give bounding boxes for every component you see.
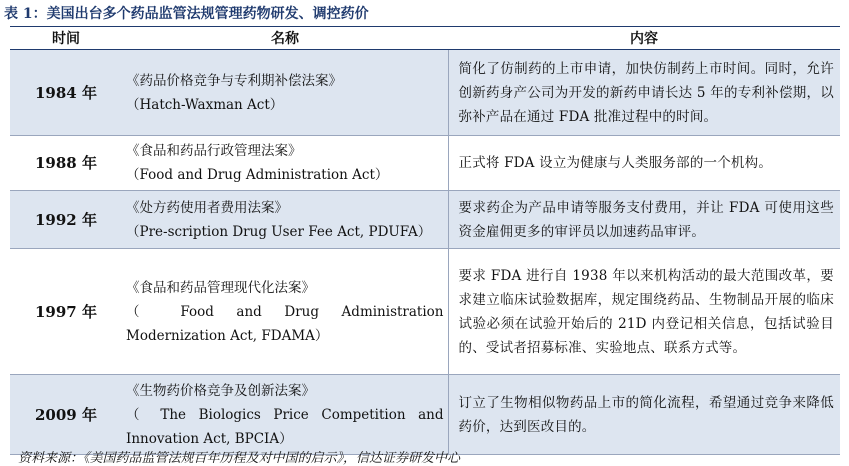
row-content: 简化了仿制药的上市申请，加快仿制药上市时间。同时，允许创新药身产公司为开发的新药申请长达 5 年的专利补偿期，以弥补产品在通过 FDA 批准过程中的时间。 (448, 50, 840, 136)
law-name-english: （Food and Drug Administration Act） (126, 167, 389, 183)
law-name-english: （Hatch-Waxman Act） (126, 96, 284, 113)
table-row (10, 136, 840, 191)
law-name-english: （ The Biologics Price Competition and (126, 406, 444, 423)
law-name-english: （ Food and Drug Administration (126, 303, 444, 320)
law-name-english: （Pre-scription Drug User Fee Act, PDUFA） (126, 223, 432, 240)
law-name-chinese: 《处方药使用者费用法案》 (126, 199, 288, 216)
row-law-name (122, 136, 448, 191)
table-header-row (10, 27, 840, 50)
row-year: 1984 年 (10, 50, 122, 136)
table-row (10, 191, 840, 249)
law-name-english-cont: Innovation Act, BPCIA） (126, 430, 293, 447)
header-name: 名称 (122, 27, 448, 50)
row-law-name (122, 249, 448, 375)
row-year: 1997 年 (10, 249, 122, 375)
header-time: 时间 (10, 27, 122, 50)
law-name-chinese: 《药品价格竞争与专利期补偿法案》 (126, 72, 342, 89)
header-content: 内容 (448, 27, 840, 50)
row-law-name (122, 50, 448, 136)
law-name-chinese: 《生物药价格竞争及创新法案》 (126, 382, 315, 399)
row-law-name (122, 191, 448, 249)
table-row (10, 50, 840, 136)
law-name-chinese: 《食品和药品行政管理法案》 (126, 143, 302, 159)
row-content: 订立了生物相似物药品上市的简化流程，希望通过竞争来降低药价，达到医改目的。 (448, 375, 840, 455)
source-note: 资料来源：《美国药品监管法规百年历程及对中国的启示》，信达证券研发中心 (18, 451, 461, 466)
table-caption: 表 1：美国出台多个药品监管法规管理药物研发、调控药价 (4, 6, 369, 22)
law-name-english-cont: Modernization Act, FDAMA） (126, 327, 329, 344)
regulations-table (10, 26, 840, 455)
table-row (10, 375, 840, 455)
row-content: 要求药企为产品申请等服务支付费用，并让 FDA 可使用这些资金雇佣更多的审评员以加速药品审评。 (448, 191, 840, 249)
row-year: 2009 年 (10, 375, 122, 455)
row-year: 1992 年 (10, 191, 122, 249)
law-name-chinese: 《食品和药品管理现代化法案》 (126, 279, 315, 296)
row-content: 要求 FDA 进行自 1938 年以来机构活动的最大范围改革，要求建立临床试验数据库，规定围绕药品、生物制品开展的临床试验必须在试验开始后的 21D 内登记相关信息，包括试验目的、受试者招募标准、实验地点、联系方式等。 (448, 249, 840, 375)
row-year: 1988 年 (10, 136, 122, 191)
table-row (10, 249, 840, 375)
row-law-name (122, 375, 448, 455)
row-content: 正式将 FDA 设立为健康与人类服务部的一个机构。 (448, 136, 840, 191)
